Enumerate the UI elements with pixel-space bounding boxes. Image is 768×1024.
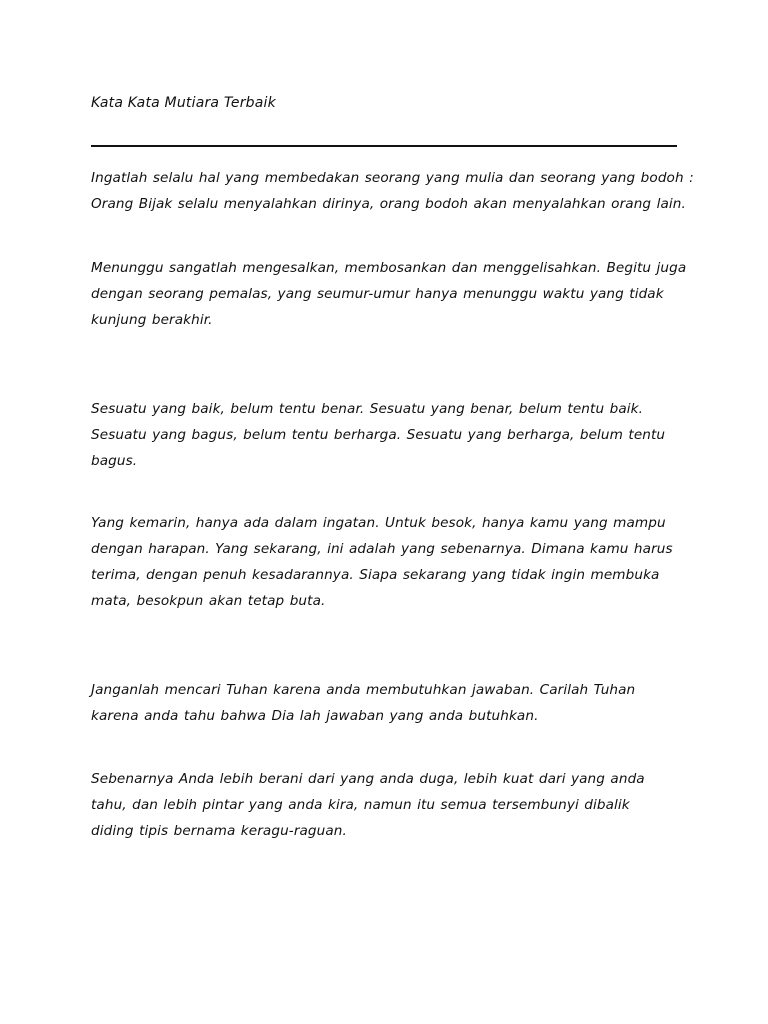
- quote-line: diding tipis bernama keragu-raguan.: [91, 823, 347, 839]
- quote-paragraph-1: [91, 165, 694, 217]
- quote-line: karena anda tahu bahwa Dia lah jawaban yang anda butuhkan.: [91, 708, 539, 724]
- title-divider: [91, 145, 677, 147]
- quote-line: tahu, dan lebih pintar yang anda kira, namun itu semua tersembunyi dibalik: [91, 797, 630, 813]
- quote-line: bagus.: [91, 453, 138, 469]
- quote-line: dengan seorang pemalas, yang seumur-umur hanya menunggu waktu yang tidak: [91, 286, 664, 302]
- quote-line: Menunggu sangatlah mengesalkan, membosankan dan menggelisahkan. Begitu juga: [91, 260, 687, 276]
- quote-line: Sesuatu yang bagus, belum tentu berharga. Sesuatu yang berharga, belum tentu: [91, 427, 666, 443]
- quote-line: terima, dengan penuh kesadarannya. Siapa sekarang yang tidak ingin membuka: [91, 567, 660, 583]
- document-title: Kata Kata Mutiara Terbaik: [91, 95, 276, 111]
- quote-paragraph-2: [91, 255, 691, 333]
- quote-paragraph-5: [91, 677, 691, 729]
- quote-line: Orang Bijak selalu menyalahkan dirinya, orang bodoh akan menyalahkan orang lain.: [91, 196, 686, 212]
- quote-paragraph-6: [91, 766, 691, 844]
- quote-paragraph-3: [91, 396, 691, 474]
- quote-line: Yang kemarin, hanya ada dalam ingatan. Untuk besok, hanya kamu yang mampu: [91, 515, 666, 531]
- quote-line: mata, besokpun akan tetap buta.: [91, 593, 326, 609]
- quote-line: Ingatlah selalu hal yang membedakan seorang yang mulia dan seorang yang bodoh :: [91, 170, 694, 186]
- quote-line: dengan harapan. Yang sekarang, ini adalah yang sebenarnya. Dimana kamu harus: [91, 541, 673, 557]
- quote-paragraph-4: [91, 510, 691, 614]
- quote-line: kunjung berakhir.: [91, 312, 213, 328]
- quote-line: Sebenarnya Anda lebih berani dari yang anda duga, lebih kuat dari yang anda: [91, 771, 645, 787]
- quote-line: Sesuatu yang baik, belum tentu benar. Sesuatu yang benar, belum tentu baik.: [91, 401, 644, 417]
- quote-line: Janganlah mencari Tuhan karena anda membutuhkan jawaban. Carilah Tuhan: [91, 682, 636, 698]
